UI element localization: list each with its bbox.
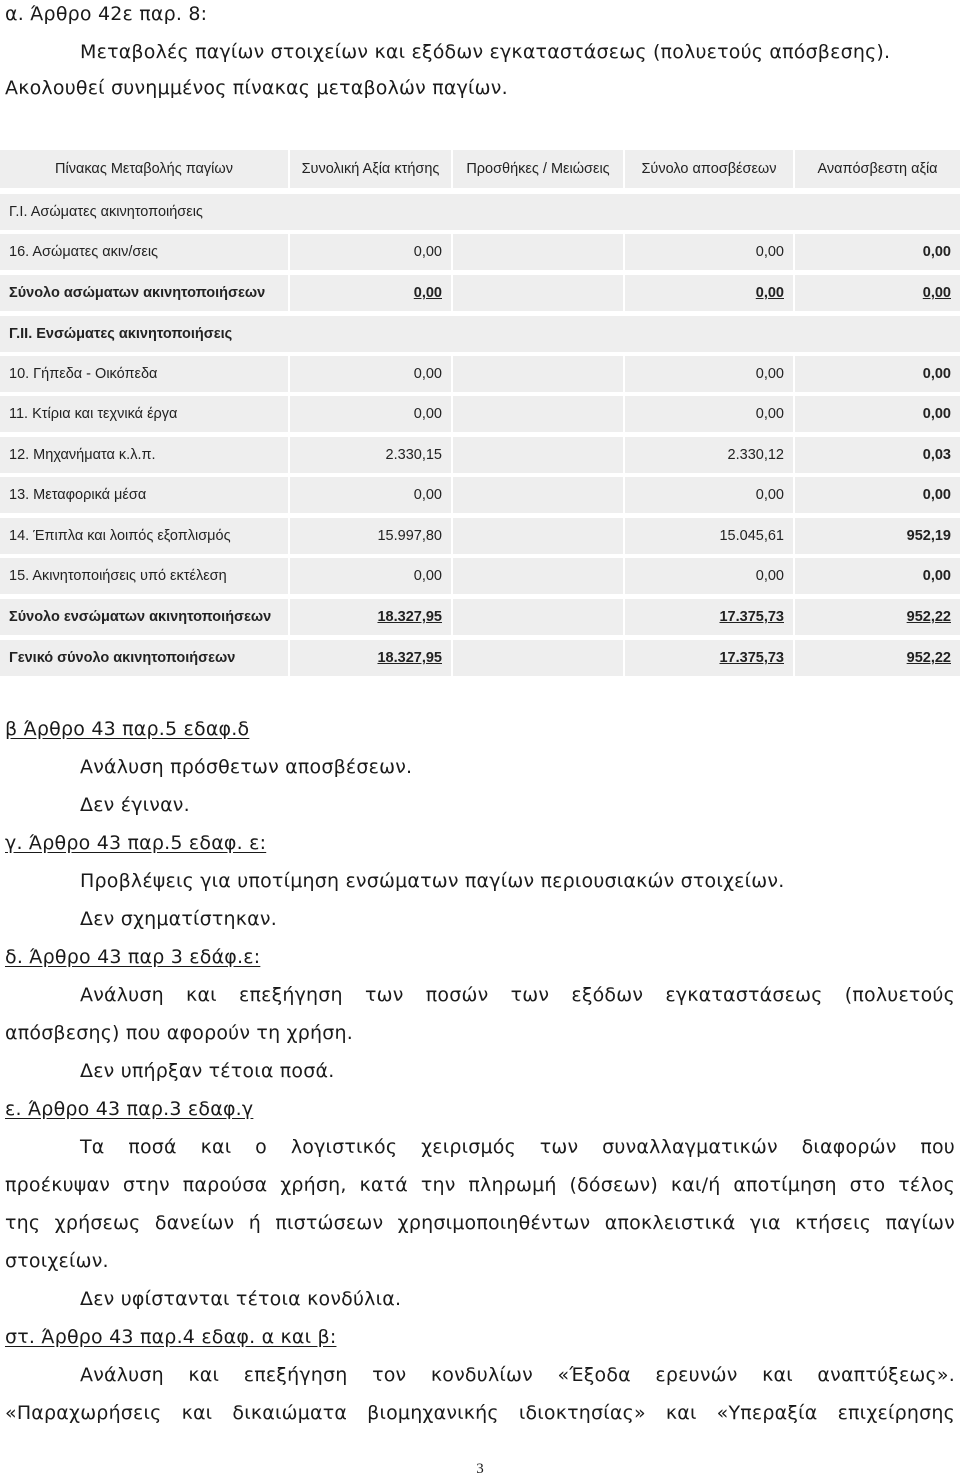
word: βιομηχανικής bbox=[367, 1402, 499, 1424]
table-row bbox=[0, 437, 960, 473]
row-label: 13. Μεταφορικά μέσα bbox=[0, 477, 288, 513]
word: και bbox=[181, 1402, 213, 1424]
section-d-line-3: Δεν υπήρξαν τέτοια ποσά. bbox=[80, 1060, 335, 1082]
word: λογιστικός bbox=[290, 1136, 398, 1158]
acquisition-value: 0,00 bbox=[290, 356, 451, 392]
depreciation-value: 0,00 bbox=[625, 234, 793, 270]
section-e-line-2 bbox=[5, 1173, 955, 1197]
word: εγκαταστάσεως bbox=[665, 984, 823, 1006]
depreciation-value: 17.375,73 bbox=[625, 599, 793, 635]
section-c-line-1: Προβλέψεις για υποτίμηση ενσώματων παγίων περιουσιακών στοιχείων. bbox=[80, 870, 785, 892]
section-e-line-5: Δεν υφίστανται τέτοια κονδύλια. bbox=[80, 1288, 402, 1310]
row-label: Σύνολο ασώματων ακινητοποιήσεων bbox=[0, 275, 288, 311]
word: συναλλαγματικών bbox=[602, 1136, 778, 1158]
row-label: 10. Γήπεδα - Οικόπεδα bbox=[0, 356, 288, 392]
additions-value bbox=[453, 599, 623, 635]
depreciation-value: 0,00 bbox=[625, 477, 793, 513]
word: αποκλειστικά bbox=[604, 1212, 736, 1234]
additions-value bbox=[453, 477, 623, 513]
word: ερευνών bbox=[655, 1364, 738, 1386]
header-cell: Συνολική Αξία κτήσης bbox=[290, 150, 451, 188]
word: πληρωμή bbox=[468, 1174, 557, 1196]
net-value: 952,22 bbox=[795, 640, 960, 676]
section-b-heading: β Άρθρο 43 παρ.5 εδαφ.δ bbox=[5, 718, 250, 740]
word: (δόσεων) bbox=[569, 1174, 658, 1196]
section-c-line-2: Δεν σχηματίστηκαν. bbox=[80, 908, 277, 930]
word: στο bbox=[849, 1174, 886, 1196]
word: κατά bbox=[359, 1174, 408, 1196]
word: επεξήγηση bbox=[239, 984, 343, 1006]
page-number: 3 bbox=[476, 1461, 484, 1477]
word: (πολυετούς bbox=[844, 984, 955, 1006]
depreciation-value: 0,00 bbox=[625, 275, 793, 311]
row-label: Σύνολο ενσώματων ακινητοποιήσεων bbox=[0, 599, 288, 635]
section-f-heading: στ. Άρθρο 43 παρ.4 εδαφ. α και β: bbox=[5, 1326, 337, 1348]
depreciation-value: 17.375,73 bbox=[625, 640, 793, 676]
row-label: Γενικό σύνολο ακινητοποιήσεων bbox=[0, 640, 288, 676]
depreciation-value: 0,00 bbox=[625, 558, 793, 594]
word: και bbox=[762, 1364, 793, 1386]
acquisition-value: 0,00 bbox=[290, 234, 451, 270]
net-value: 0,00 bbox=[795, 396, 960, 432]
word: χρησιμοποιηθέντων bbox=[397, 1212, 591, 1234]
word: παρούσα bbox=[182, 1174, 268, 1196]
acquisition-value: 2.330,15 bbox=[290, 437, 451, 473]
section-e-line-4: στοιχείων. bbox=[5, 1250, 109, 1272]
word: και bbox=[200, 1136, 232, 1158]
word: στην bbox=[122, 1174, 170, 1196]
word: ιδιοκτησίας» bbox=[518, 1402, 646, 1424]
word: των bbox=[539, 1136, 579, 1158]
word: επεξήγηση bbox=[243, 1364, 348, 1386]
section-f-line-1 bbox=[80, 1363, 955, 1387]
word: Ανάλυση bbox=[80, 1364, 164, 1386]
row-label: 16. Ασώματες ακιν/σεις bbox=[0, 234, 288, 270]
word: «Παραχωρήσεις bbox=[5, 1402, 162, 1424]
word: της bbox=[5, 1212, 41, 1234]
acquisition-value: 0,00 bbox=[290, 558, 451, 594]
header-cell: Πίνακας Μεταβολής παγίων bbox=[0, 150, 288, 188]
word: και bbox=[188, 1364, 220, 1386]
table-row bbox=[0, 194, 960, 230]
table-row-total bbox=[0, 275, 960, 311]
word: για bbox=[749, 1212, 781, 1234]
word: αναπτύξεως». bbox=[817, 1364, 955, 1386]
word: ποσών bbox=[425, 984, 489, 1006]
additions-value bbox=[453, 396, 623, 432]
table-row bbox=[0, 518, 960, 554]
net-value: 0,00 bbox=[795, 477, 960, 513]
section-d-heading: δ. Άρθρο 43 παρ 3 εδάφ.ε: bbox=[5, 946, 261, 968]
net-value: 0,00 bbox=[795, 275, 960, 311]
word: χειρισμός bbox=[421, 1136, 516, 1158]
section-e-heading: ε. Άρθρο 43 παρ.3 εδαφ.γ bbox=[5, 1098, 254, 1120]
additions-value bbox=[453, 640, 623, 676]
word: Ανάλυση bbox=[80, 984, 164, 1006]
word: παγίων bbox=[885, 1212, 955, 1234]
word: αποτίμηση bbox=[733, 1174, 837, 1196]
word: «Έξοδα bbox=[557, 1364, 631, 1386]
additions-value bbox=[453, 558, 623, 594]
word: τον bbox=[372, 1364, 407, 1386]
table-row-grand-total bbox=[0, 640, 960, 676]
word: τέλος bbox=[898, 1174, 955, 1196]
section-e-line-3 bbox=[5, 1211, 955, 1235]
word: ποσά bbox=[128, 1136, 177, 1158]
table-row bbox=[0, 396, 960, 432]
additions-value bbox=[453, 356, 623, 392]
word: των bbox=[510, 984, 550, 1006]
additions-value bbox=[453, 437, 623, 473]
row-label: 14. Έπιπλα και λοιπός εξοπλισμός bbox=[0, 518, 288, 554]
header-cell: Προσθήκες / Μειώσεις bbox=[453, 150, 623, 188]
table-row bbox=[0, 477, 960, 513]
net-value: 952,22 bbox=[795, 599, 960, 635]
acquisition-value: 0,00 bbox=[290, 275, 451, 311]
word: και bbox=[186, 984, 217, 1006]
word: εξόδων bbox=[571, 984, 644, 1006]
word: πιστώσεων bbox=[275, 1212, 384, 1234]
word: χρήσεως bbox=[54, 1212, 141, 1234]
header-cell: Αναπόσβεστη αξία bbox=[795, 150, 960, 188]
word: των bbox=[364, 984, 404, 1006]
section-b-line-1: Ανάλυση πρόσθετων αποσβέσεων. bbox=[80, 756, 413, 778]
word: και/ή bbox=[670, 1174, 721, 1196]
table-row bbox=[0, 316, 960, 352]
table-row bbox=[0, 234, 960, 270]
acquisition-value: 0,00 bbox=[290, 477, 451, 513]
intro-line-1: Μεταβολές παγίων στοιχείων και εξόδων εγκαταστάσεως (πολυετούς απόσβεσης). bbox=[80, 41, 891, 63]
acquisition-value: 15.997,80 bbox=[290, 518, 451, 554]
net-value: 0,00 bbox=[795, 234, 960, 270]
additions-value bbox=[453, 275, 623, 311]
section-f-line-2 bbox=[5, 1401, 955, 1425]
table-header-row bbox=[0, 150, 960, 188]
row-label: 15. Ακινητοποιήσεις υπό εκτέλεση bbox=[0, 558, 288, 594]
section-c-heading: γ. Άρθρο 43 παρ.5 εδαφ. ε: bbox=[5, 832, 267, 854]
acquisition-value: 0,00 bbox=[290, 396, 451, 432]
word: κονδυλίων bbox=[430, 1364, 533, 1386]
section-b-line-2: Δεν έγιναν. bbox=[80, 794, 190, 816]
row-label: 12. Μηχανήματα κ.λ.π. bbox=[0, 437, 288, 473]
word: κτήσεις bbox=[795, 1212, 872, 1234]
word: δανείων bbox=[154, 1212, 235, 1234]
word: χρήση, bbox=[280, 1174, 347, 1196]
word: ο bbox=[255, 1136, 267, 1158]
word: που bbox=[920, 1136, 955, 1158]
net-value: 0,00 bbox=[795, 558, 960, 594]
depreciation-value: 15.045,61 bbox=[625, 518, 793, 554]
table-row bbox=[0, 558, 960, 594]
depreciation-value: 0,00 bbox=[625, 356, 793, 392]
word: ή bbox=[248, 1212, 261, 1234]
word: «Υπεραξία bbox=[716, 1402, 818, 1424]
section-d-line-2: απόσβεσης) που αφορούν τη χρήση. bbox=[5, 1022, 353, 1044]
net-value: 0,03 bbox=[795, 437, 960, 473]
header-cell: Σύνολο αποσβέσεων bbox=[625, 150, 793, 188]
section-d-line-1 bbox=[80, 983, 955, 1007]
additions-value bbox=[453, 234, 623, 270]
acquisition-value: 18.327,95 bbox=[290, 599, 451, 635]
row-label: Γ.Ι. Ασώματες ακινητοποιήσεις bbox=[0, 194, 960, 230]
word: την bbox=[420, 1174, 456, 1196]
depreciation-value: 0,00 bbox=[625, 396, 793, 432]
table-row bbox=[0, 356, 960, 392]
word: προέκυψαν bbox=[5, 1174, 111, 1196]
section-a-heading: α. Άρθρο 42ε παρ. 8: bbox=[5, 3, 208, 25]
depreciation-value: 2.330,12 bbox=[625, 437, 793, 473]
net-value: 952,19 bbox=[795, 518, 960, 554]
section-e-line-1 bbox=[80, 1135, 955, 1159]
word: διαφορών bbox=[801, 1136, 897, 1158]
word: δικαιώματα bbox=[232, 1402, 348, 1424]
word: επιχείρησης bbox=[837, 1402, 955, 1424]
intro-line-2: Ακολουθεί συνημμένος πίνακας μεταβολών παγίων. bbox=[5, 77, 508, 99]
row-label: Γ.ΙΙ. Ενσώματες ακινητοποιήσεις bbox=[0, 316, 960, 352]
net-value: 0,00 bbox=[795, 356, 960, 392]
word: Τα bbox=[80, 1136, 105, 1158]
additions-value bbox=[453, 518, 623, 554]
word: και bbox=[665, 1402, 697, 1424]
acquisition-value: 18.327,95 bbox=[290, 640, 451, 676]
row-label: 11. Κτίρια και τεχνικά έργα bbox=[0, 396, 288, 432]
table-row-total bbox=[0, 599, 960, 635]
